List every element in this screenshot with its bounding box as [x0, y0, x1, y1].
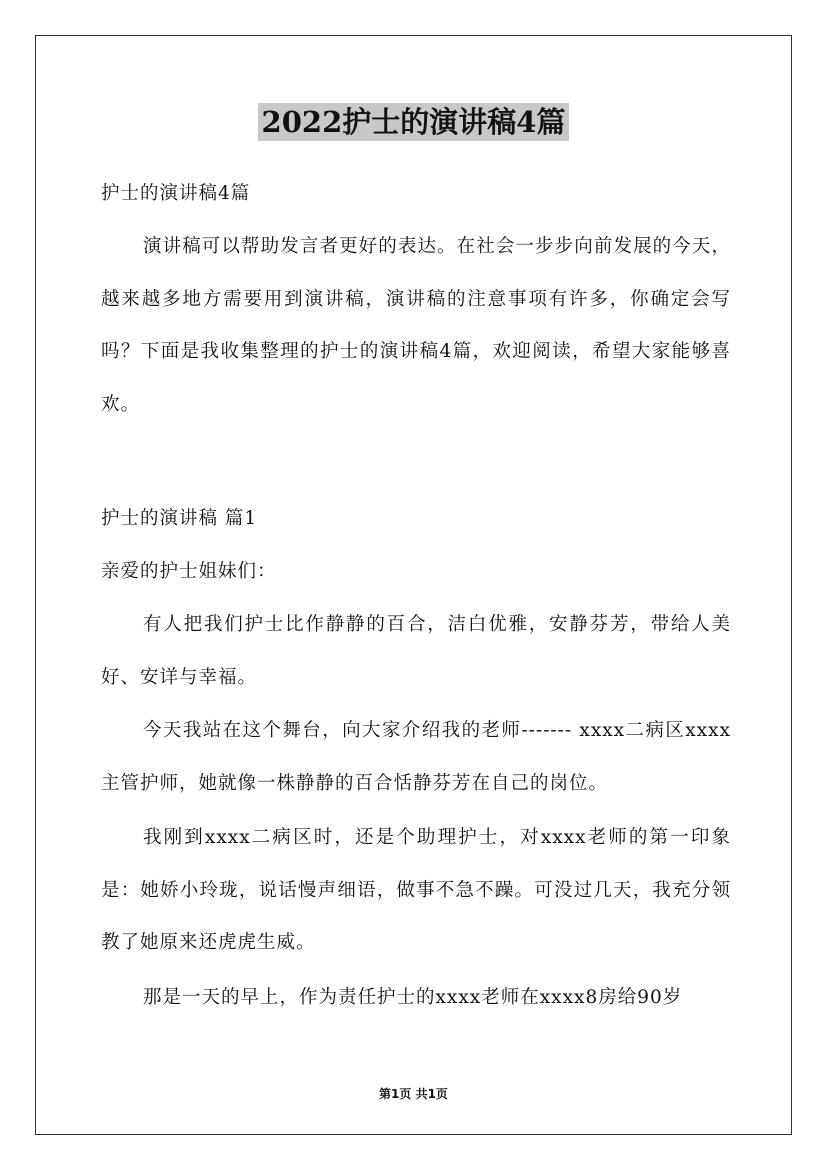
- section-heading: 护士的演讲稿 篇1: [101, 508, 258, 529]
- body-paragraph-3: 我刚到xxxx二病区时，还是个助理护士，对xxxx老师的第一印象是：她娇小玲珑，说话慢声细语，做事不急不躁。可没过几天，我充分领教了她原来还虎虎生威。: [101, 827, 731, 953]
- document-subtitle: 护士的演讲稿4篇: [101, 183, 251, 204]
- intro-paragraph: 演讲稿可以帮助发言者更好的表达。在社会一步步向前发展的今天，越来越多地方需要用到演讲稿，演讲稿的注意事项有许多，你确定会写吗？下面是我收集整理的护士的演讲稿4篇，欢迎阅读，希望大家能够喜欢。: [101, 236, 731, 415]
- document-title: 2022护士的演讲稿4篇: [258, 103, 570, 141]
- page-footer: 第1页 共1页: [379, 1087, 448, 1101]
- body-paragraph-2: 今天我站在这个舞台，向大家介绍我的老师------- xxxx二病区xxxx主管护师，她就像一株静静的百合恬静芬芳在自己的岗位。: [101, 720, 731, 794]
- body-paragraph-4: 那是一天的早上，作为责任护士的xxxx老师在xxxx8房给90岁: [143, 987, 683, 1008]
- salutation: 亲爱的护士姐妹们：: [101, 561, 277, 582]
- document-title-wrap: [0, 100, 827, 144]
- body-paragraph-1: 有人把我们护士比作静静的百合，洁白优雅，安静芬芳，带给人美好、安详与幸福。: [101, 614, 731, 688]
